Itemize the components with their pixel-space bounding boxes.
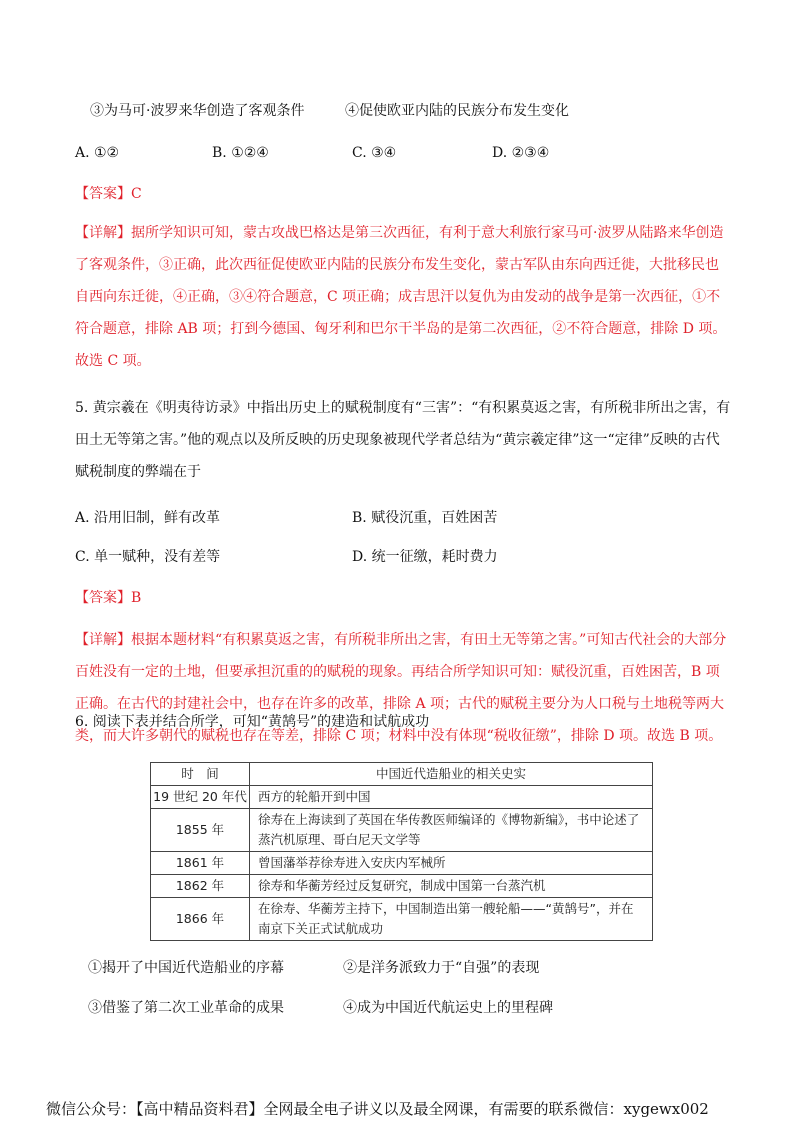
q4-option-b: B. ①②④ (212, 145, 269, 161)
q4-item-3: ③为马可·波罗来华创造了客观条件 (90, 103, 305, 119)
table-cell-fact: 在徐寿、华蘅芳主持下，中国制造出第一艘轮船——“黄鹄号”，并在南京下关正式试航成功 (250, 898, 653, 941)
footer-note: 微信公众号：【高中精品资料君】全网最全电子讲义以及最全网课，有需要的联系微信：xygewx002 (46, 1100, 709, 1118)
q4-option-c: C. ③④ (352, 145, 397, 161)
table-cell-time: 1855 年 (151, 809, 250, 852)
table-header: 时 间 (151, 763, 250, 786)
table-cell-fact: 徐寿和华蘅芳经过反复研究，制成中国第一台蒸汽机 (250, 875, 653, 898)
q6-item-4: ④成为中国近代航运史上的里程碑 (343, 1000, 553, 1016)
table-cell-fact: 西方的轮船开到中国 (250, 786, 653, 809)
q5-option-d: D. 统一征缴，耗时费力 (352, 549, 498, 565)
q4-item-4: ④促使欧亚内陆的民族分布发生变化 (345, 103, 569, 119)
q6-item-2: ②是洋务派致力于“自强”的表现 (343, 960, 540, 976)
q4-answer: 【答案】C (75, 186, 142, 202)
table-cell-time: 1861 年 (151, 852, 250, 875)
q5-stem-line: 5. 黄宗羲在《明夷待访录》中指出历史上的赋税制度有“三害”：“有积累莫返之害，有所税非所出之害，有 (75, 400, 731, 416)
table-row (151, 875, 653, 898)
table-cell-fact: 曾国藩举荐徐寿进入安庆内军械所 (250, 852, 653, 875)
q4-detail-line: 故选 C 项。 (75, 353, 151, 369)
q5-detail-line: 【详解】根据本题材料“有积累莫返之害，有所税非所出之害，有田土无等第之害。”可知古代社会的大部分 (75, 632, 727, 648)
q4-option-a: A. ①② (75, 145, 120, 161)
table-row (151, 852, 653, 875)
table-cell-time: 1866 年 (151, 898, 250, 941)
q5-option-a: A. 沿用旧制，鲜有改革 (75, 510, 221, 526)
table-row (151, 809, 653, 852)
table-row (151, 898, 653, 941)
history-table (150, 762, 653, 941)
q5-detail-line: 类，而大许多朝代的赋税也存在等差，排除 C 项；材料中没有体现“税收征缴”，排除 D 项。故选 B 项。 (75, 728, 723, 744)
q4-detail-line: 符合题意，排除 AB 项；打到今德国、匈牙利和巴尔干半岛的是第二次西征，②不符合题意，排除 D 项。 (75, 321, 727, 337)
table-cell-time: 1862 年 (151, 875, 250, 898)
q5-detail-line: 百姓没有一定的土地，但要承担沉重的的赋税的现象。再结合所学知识可知：赋役沉重，百姓困苦，B 项 (75, 664, 720, 680)
table-cell-time: 19 世纪 20 年代 (151, 786, 250, 809)
q5-stem-line: 田土无等第之害。”他的观点以及所反映的历史现象被现代学者总结为“黄宗羲定律”这一“定律”反映的古代 (75, 432, 720, 448)
q6-stem: 6. 阅读下表并结合所学，可知“黄鹄号”的建造和试航成功 (75, 714, 430, 730)
q5-option-c: C. 单一赋种，没有差等 (75, 549, 221, 565)
table-row (151, 786, 653, 809)
table-header-row (151, 763, 653, 786)
q4-option-d: D. ②③④ (492, 145, 550, 161)
q5-stem-line: 赋税制度的弊端在于 (75, 464, 201, 480)
q4-detail-line: 【详解】据所学知识可知，蒙古攻战巴格达是第三次西征，有利于意大利旅行家马可·波罗从陆路来华创造 (75, 225, 724, 241)
q6-item-1: ①揭开了中国近代造船业的序幕 (88, 960, 284, 976)
q4-detail-line: 了客观条件，③正确，此次西征促使欧亚内陆的民族分布发生变化，蒙古军队由东向西迁徙，大批移民也 (75, 257, 719, 273)
q4-detail-line: 自西向东迁徙，④正确，③④符合题意，C 项正确；成吉思汗以复仇为由发动的战争是第一次西征，①不 (75, 289, 721, 305)
table-cell-fact: 徐寿在上海读到了英国在华传教医师编译的《博物新编》，书中论述了蒸汽机原理、哥白尼天文学等 (250, 809, 653, 852)
q5-answer: 【答案】B (75, 590, 142, 606)
table-header: 中国近代造船业的相关史实 (250, 763, 653, 786)
q5-option-b: B. 赋役沉重，百姓困苦 (352, 510, 498, 526)
q6-item-3: ③借鉴了第二次工业革命的成果 (88, 1000, 284, 1016)
q5-detail-line: 正确。在古代的封建社会中，也存在许多的改革，排除 A 项；古代的赋税主要分为人口税与土地税等两大 (75, 696, 725, 712)
